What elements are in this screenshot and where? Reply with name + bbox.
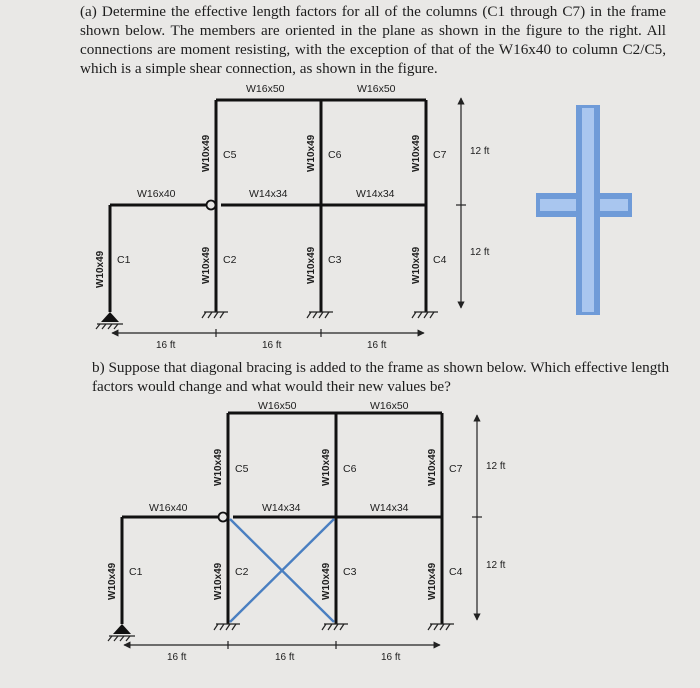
frame-a-id-c1: C1 — [117, 254, 131, 266]
frame-b-label-mid-center: W14x34 — [262, 502, 301, 514]
frame-a-shear-connection-icon — [207, 201, 216, 210]
frame-a-section-c6: W10x49 — [306, 134, 317, 172]
frame-a-label-roof-right: W16x50 — [357, 83, 396, 95]
frame-b-section-c3: W10x49 — [321, 562, 332, 600]
frame-b-fixed-support-c3-icon — [322, 624, 348, 630]
frame-b-shear-connection-icon — [219, 513, 228, 522]
frame-b-id-c1: C1 — [129, 566, 143, 578]
frame-b-id-c6: C6 — [343, 463, 357, 475]
frame-a-fixed-support-c2-icon — [202, 312, 228, 318]
frame-a-id-c4: C4 — [433, 254, 447, 266]
frame-a-section-c3: W10x49 — [306, 246, 317, 284]
frame-a-id-c6: C6 — [328, 149, 342, 161]
frame-b-section-c7: W10x49 — [427, 448, 438, 486]
frame-a-label-w16x40: W16x40 — [137, 188, 176, 200]
frame-a-section-c4: W10x49 — [411, 246, 422, 284]
frame-a-span-3: 16 ft — [367, 340, 387, 351]
frame-a-id-c5: C5 — [223, 149, 237, 161]
frame-b-section-c1: W10x49 — [107, 562, 118, 600]
frame-a-id-c3: C3 — [328, 254, 342, 266]
part-b-text: b) Suppose that diagonal bracing is added to the frame as shown below. Which effective length factors would change and what would their new values be? — [92, 359, 670, 395]
frame-a-pin-support-icon — [96, 312, 123, 329]
frame-a-height-upper: 12 ft — [470, 146, 490, 157]
frame-a-fixed-support-c4-icon — [412, 312, 438, 318]
frame-a-label-mid-right: W14x34 — [356, 188, 395, 200]
frame-b-section-c5: W10x49 — [213, 448, 224, 486]
frame-b-label-roof-left: W16x50 — [258, 400, 297, 412]
frame-b-id-c7: C7 — [449, 463, 463, 475]
frame-a-label-roof-left: W16x50 — [246, 83, 285, 95]
frame-b-section-c6: W10x49 — [321, 448, 332, 486]
frame-b-label-roof-right: W16x50 — [370, 400, 409, 412]
frame-b-label-mid-right: W14x34 — [370, 502, 409, 514]
frame-a — [95, 83, 490, 351]
frame-a-label-mid-center: W14x34 — [249, 188, 288, 200]
frame-b-id-c3: C3 — [343, 566, 357, 578]
frame-b-pin-support-icon — [108, 624, 135, 641]
frame-a-section-c1: W10x49 — [95, 250, 106, 288]
part-a-text: (a) Determine the effective length factors for all of the columns (C1 through C7) in the frame shown below. The members are oriented in the plane as shown in the figure to the right. All connections are moment resisting, with the exception of that of the W16x40 to column C2/C5, which is a simple shear connection, as shown in the figure. — [80, 3, 666, 77]
frame-b — [107, 400, 506, 663]
frame-a-fixed-support-c3-icon — [307, 312, 333, 318]
frame-a-height-lower: 12 ft — [470, 247, 490, 258]
member-orientation-icon — [536, 105, 632, 315]
frame-b-id-c5: C5 — [235, 463, 249, 475]
frame-a-section-c5: W10x49 — [201, 134, 212, 172]
frame-b-label-w16x40: W16x40 — [149, 502, 188, 514]
frame-b-section-c4: W10x49 — [427, 562, 438, 600]
frame-b-height-upper: 12 ft — [486, 461, 506, 472]
frame-a-span-1: 16 ft — [156, 340, 176, 351]
frame-a-section-c7: W10x49 — [411, 134, 422, 172]
frame-a-id-c2: C2 — [223, 254, 237, 266]
frame-b-id-c2: C2 — [235, 566, 249, 578]
frame-b-height-lower: 12 ft — [486, 560, 506, 571]
frame-b-section-c2: W10x49 — [213, 562, 224, 600]
frame-b-span-1: 16 ft — [167, 652, 187, 663]
frame-b-fixed-support-c2-icon — [214, 624, 240, 630]
frame-b-fixed-support-c4-icon — [428, 624, 454, 630]
frame-a-span-2: 16 ft — [262, 340, 282, 351]
frame-b-id-c4: C4 — [449, 566, 463, 578]
frame-b-span-3: 16 ft — [381, 652, 401, 663]
frame-b-span-2: 16 ft — [275, 652, 295, 663]
frame-a-id-c7: C7 — [433, 149, 447, 161]
frame-a-section-c2: W10x49 — [201, 246, 212, 284]
